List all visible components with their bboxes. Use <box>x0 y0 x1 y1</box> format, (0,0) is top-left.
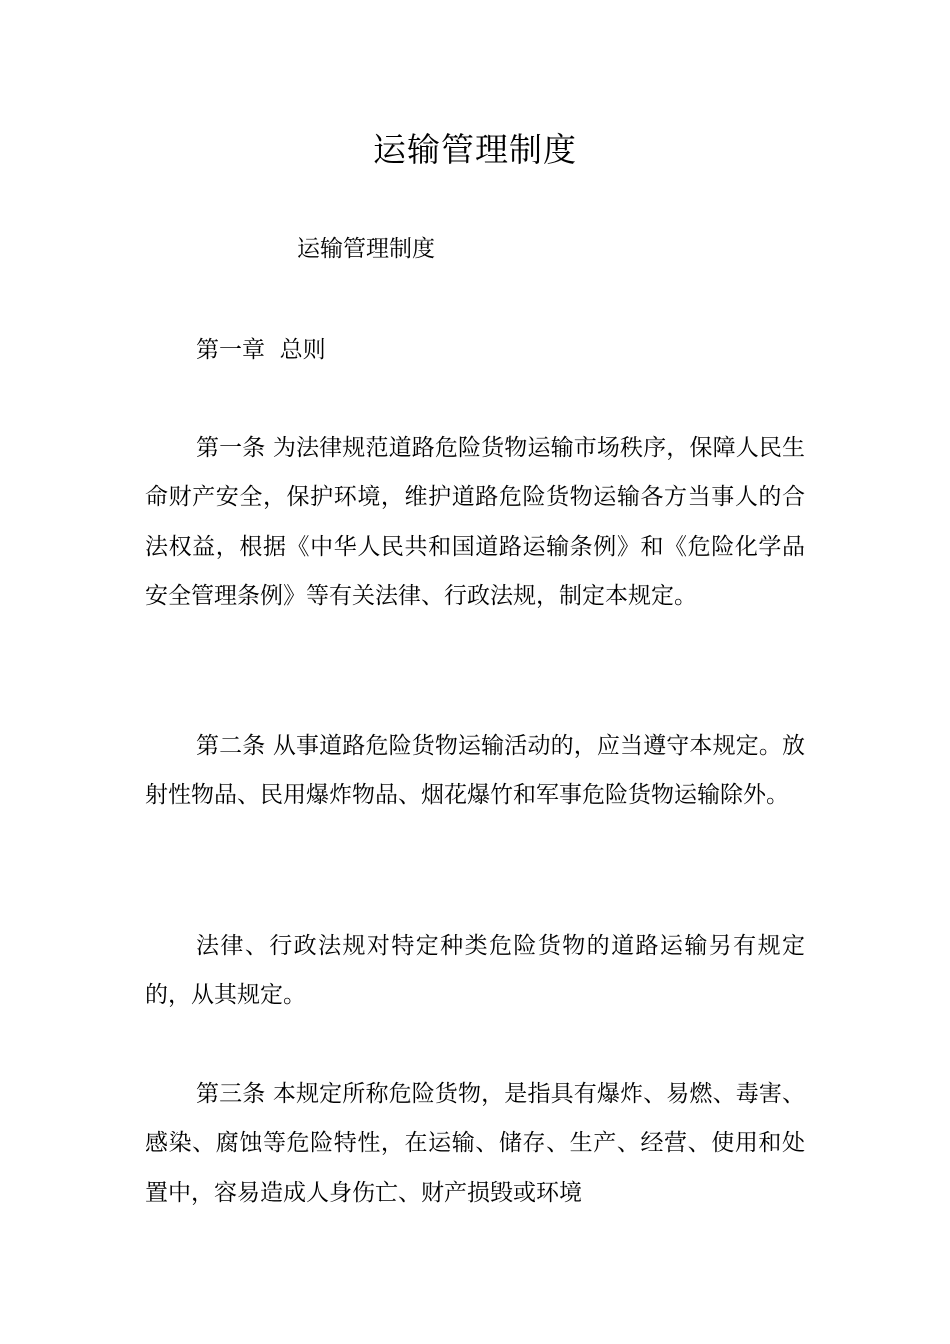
paragraph-article-2-note: 法律、行政法规对特定种类危险货物的道路运输另有规定的，从其规定。 <box>145 933 805 1009</box>
document-title: 运输管理制度 <box>373 130 577 169</box>
paragraph-article-1: 第一条 为法律规范道路危险货物运输市场秩序，保障人民生命财产安全，保护环境，维护道路危险货物运输各方当事人的合法权益，根据《中华人民共和国道路运输条例》和《危险化学品安全管理条例》等有关法律、行政法规，制定本规定。 <box>145 435 805 610</box>
paragraph-article-3: 第三条 本规定所称危险货物，是指具有爆炸、易燃、毒害、感染、腐蚀等危险特性，在运输、储存、生产、经营、使用和处置中，容易造成人身伤亡、财产损毁或环境 <box>145 1081 805 1206</box>
paragraph-article-2: 第二条 从事道路危险货物运输活动的，应当遵守本规定。放射性物品、民用爆炸物品、烟花爆竹和军事危险货物运输除外。 <box>145 733 805 809</box>
chapter-heading: 第一章 总则 <box>196 337 326 363</box>
document-subtitle: 运输管理制度 <box>297 236 435 262</box>
